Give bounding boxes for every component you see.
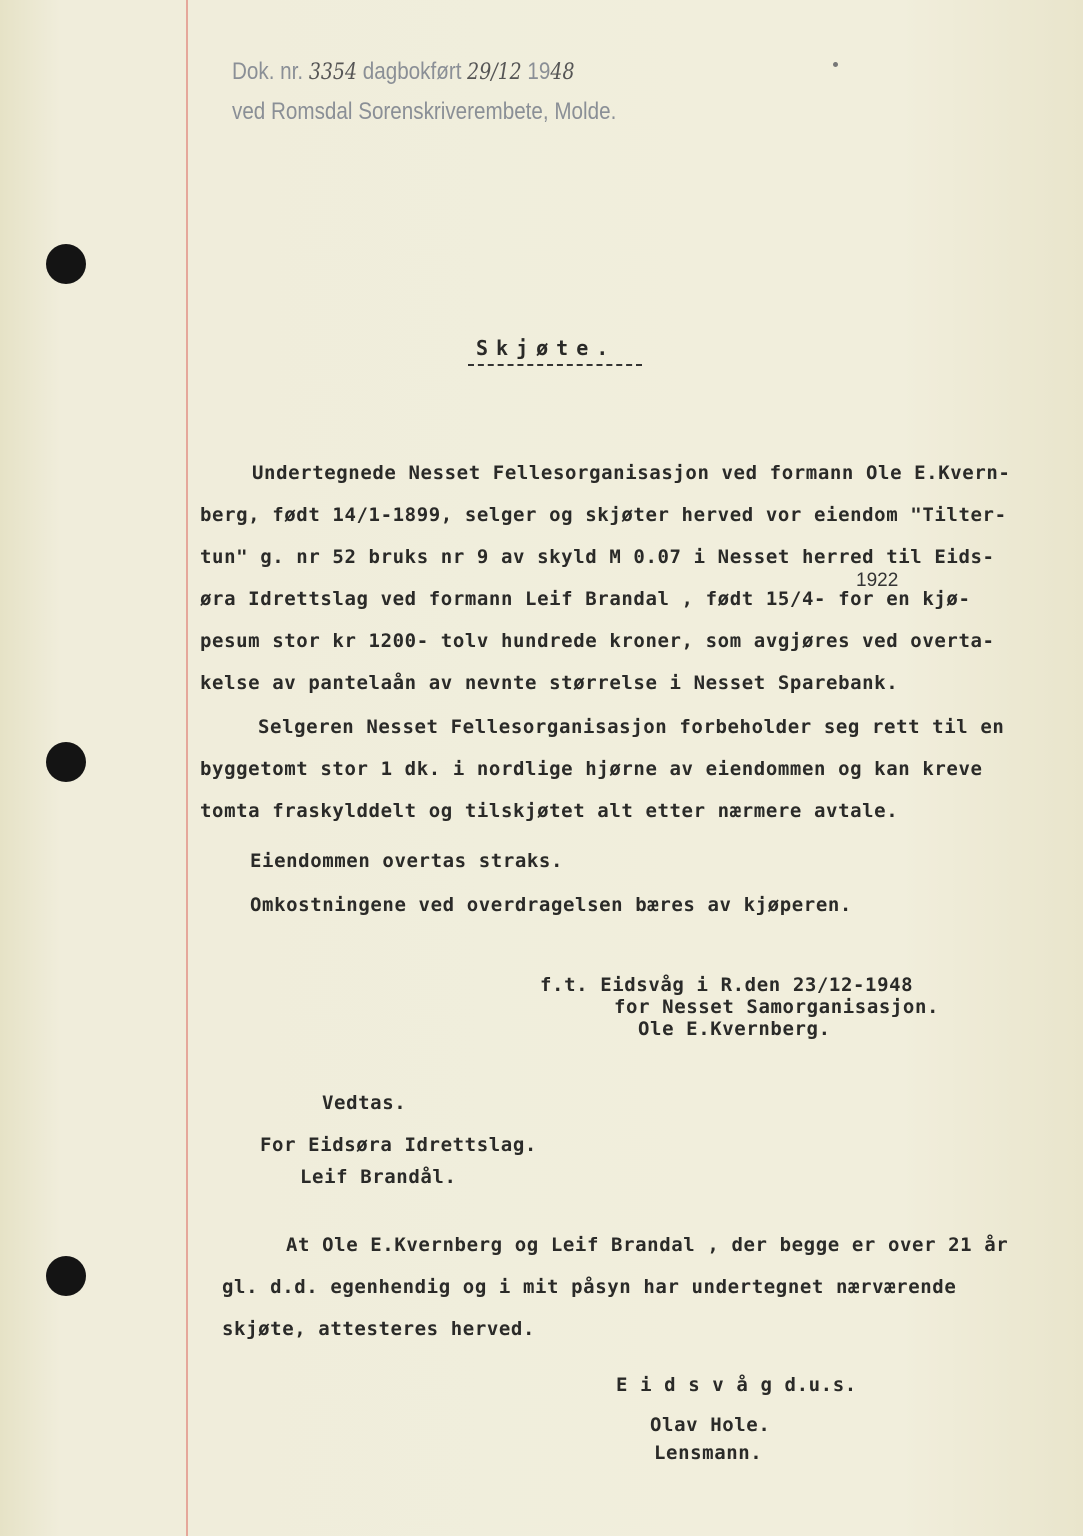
registry-stamp-line1	[232, 58, 574, 86]
stamp-year-prefix: 19	[527, 58, 551, 85]
p1-line-4: øra Idrettslag ved formann Leif Brandal , født 15/4- for en kjø-	[200, 588, 971, 610]
p3-line: Eiendommen overtas straks.	[250, 850, 564, 872]
stamp-date: 29/12	[467, 60, 522, 85]
stamp-year-suffix: 48	[550, 60, 575, 85]
seller-sig-line-1: f.t. Eidsvåg i R.den 23/12-1948	[540, 974, 914, 996]
acceptance-line-2: For Eidsøra Idrettslag.	[260, 1134, 537, 1156]
registry-stamp-line2: ved Romsdal Sorenskriverembete, Molde.	[232, 98, 617, 125]
p2-line-1: Selgeren Nesset Fellesorganisasjon forbeholder seg rett til en	[258, 716, 1005, 738]
attestation-line-3: skjøte, attesteres herved.	[222, 1318, 536, 1340]
seller-sig-line-2: for Nesset Samorganisasjon.	[614, 996, 940, 1018]
p1-line-3: tun" g. nr 52 bruks nr 9 av skyld M 0.07 i Nesset herred til Eids-	[200, 546, 995, 568]
p2-line-2: byggetomt stor 1 dk. i nordlige hjørne av eiendommen og kan kreve	[200, 758, 983, 780]
doc-number: 3354	[308, 60, 358, 85]
place-date: E i d s v å g d.u.s.	[616, 1374, 857, 1396]
attestation-line-2: gl. d.d. egenhendig og i mit påsyn har undertegnet nærværende	[222, 1276, 957, 1298]
official-name: Olav Hole.	[650, 1414, 771, 1436]
p1-line-6: kelse av pantelaån av nevnte størrelse i Nesset Sparebank.	[200, 672, 899, 694]
punch-hole-middle	[46, 742, 86, 782]
p1-line-2: berg, født 14/1-1899, selger og skjøter herved vor eiendom "Tilter-	[200, 504, 1007, 526]
acceptance-line-3: Leif Brandål.	[300, 1166, 457, 1188]
title-underline	[468, 364, 642, 366]
margin-line	[186, 0, 188, 1536]
ink-dot	[833, 62, 838, 67]
p1-line-5: pesum stor kr 1200- tolv hundrede kroner, som avgjøres ved overta-	[200, 630, 995, 652]
seller-sig-line-3: Ole E.Kvernberg.	[638, 1018, 831, 1040]
punch-hole-bottom	[46, 1256, 86, 1296]
p1-line-1: Undertegnede Nesset Fellesorganisasjon ved formann Ole E.Kvern-	[252, 462, 1011, 484]
attestation-line-1: At Ole E.Kvernberg og Leif Brandal , der begge er over 21 år	[286, 1234, 1009, 1256]
p2-line-3: tomta fraskylddelt og tilskjøtet alt etter nærmere avtale.	[200, 800, 899, 822]
document-title: Skjøte.	[476, 336, 617, 360]
official-title: Lensmann.	[654, 1442, 763, 1464]
stamp-prefix: Dok. nr.	[232, 58, 304, 85]
acceptance-line-1: Vedtas.	[322, 1092, 407, 1114]
p4-line: Omkostningene ved overdragelsen bæres av kjøperen.	[250, 894, 852, 916]
birth-year-handwritten: 1922	[856, 570, 899, 591]
stamp-mid: dagbokført	[362, 58, 462, 85]
punch-hole-top	[46, 244, 86, 284]
